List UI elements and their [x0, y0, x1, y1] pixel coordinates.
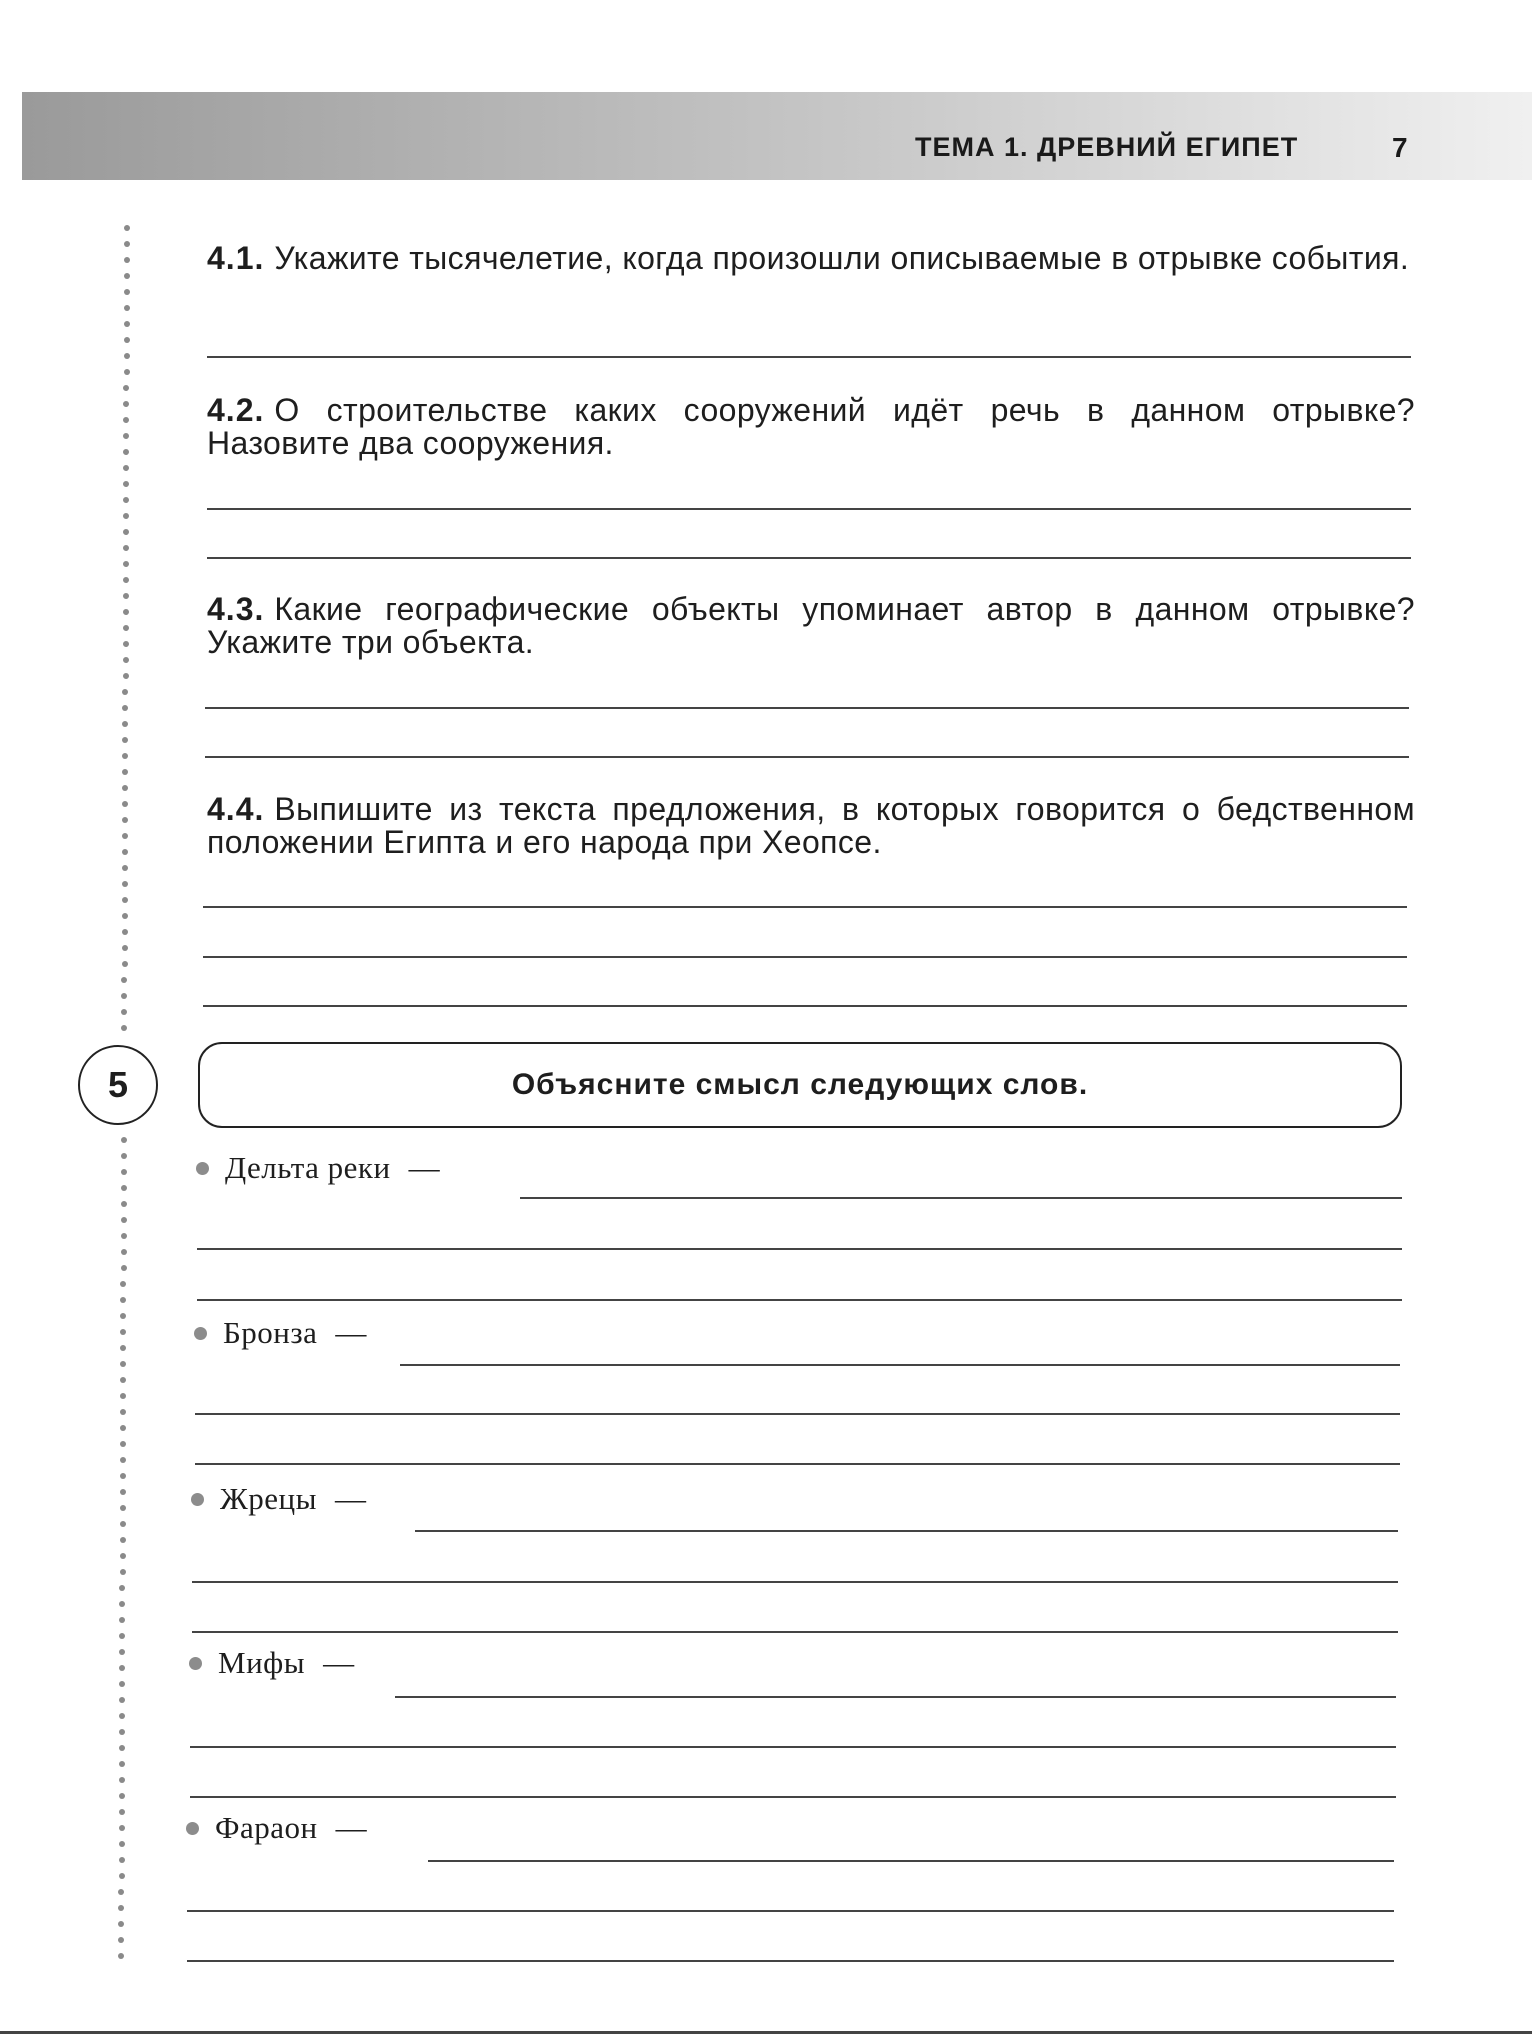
binding-dot: [123, 449, 129, 455]
term-label: Бронза: [223, 1315, 318, 1350]
bullet-icon: [189, 1657, 202, 1670]
term-dash: —: [334, 1481, 366, 1516]
term-label: Фараон: [215, 1810, 318, 1845]
binding-dot: [118, 1953, 124, 1959]
binding-dot: [123, 641, 129, 647]
binding-dot: [123, 417, 129, 423]
answer-line[interactable]: [195, 1463, 1400, 1465]
binding-dot: [124, 337, 130, 343]
answer-line[interactable]: [187, 1960, 1394, 1962]
binding-dot: [119, 1777, 125, 1783]
binding-dot: [120, 1473, 126, 1479]
binding-dot: [119, 1633, 125, 1639]
binding-dot: [120, 1329, 126, 1335]
binding-dot: [122, 769, 128, 775]
binding-dot: [120, 1345, 126, 1351]
term-dash: —: [335, 1315, 367, 1350]
answer-line[interactable]: [203, 1005, 1407, 1007]
binding-dot: [121, 993, 127, 999]
binding-dot: [124, 225, 130, 231]
binding-dot: [120, 1537, 126, 1543]
binding-dot: [122, 961, 128, 967]
binding-dot: [122, 849, 128, 855]
binding-dot: [124, 353, 130, 359]
answer-line[interactable]: [520, 1197, 1402, 1199]
bullet-icon: [194, 1327, 207, 1340]
answer-line[interactable]: [428, 1860, 1394, 1862]
binding-dot: [123, 625, 129, 631]
term-label: Мифы: [218, 1645, 306, 1680]
binding-dot: [120, 1521, 126, 1527]
binding-dot: [124, 273, 130, 279]
binding-dot: [124, 321, 130, 327]
answer-line[interactable]: [207, 508, 1411, 510]
binding-dot: [123, 385, 129, 391]
task-number: 5: [107, 1064, 129, 1105]
binding-dot: [122, 785, 128, 791]
binding-dot: [123, 657, 129, 663]
answer-line[interactable]: [395, 1696, 1396, 1698]
binding-dot: [120, 1313, 126, 1319]
binding-dot: [121, 1153, 127, 1159]
binding-dot: [120, 1553, 126, 1559]
binding-dot: [119, 1745, 125, 1751]
binding-dot: [121, 1217, 127, 1223]
binding-dot: [122, 881, 128, 887]
question-text: О строительстве каких сооружений идёт речь в данном отрывке? Назовите два сооружения.: [207, 392, 1415, 461]
question-4-3: [207, 593, 1415, 659]
binding-dot: [121, 1137, 127, 1143]
binding-dot: [118, 1937, 124, 1943]
binding-dot: [121, 1025, 127, 1031]
term-delta: [196, 1150, 440, 1186]
binding-dot: [123, 609, 129, 615]
answer-line[interactable]: [197, 1299, 1402, 1301]
binding-dot: [123, 561, 129, 567]
binding-dot: [122, 721, 128, 727]
term-label: Жрецы: [220, 1481, 317, 1516]
binding-dot: [119, 1841, 125, 1847]
binding-dot: [121, 1009, 127, 1015]
binding-dot: [121, 977, 127, 983]
answer-line[interactable]: [203, 956, 1407, 958]
binding-dot: [123, 433, 129, 439]
binding-dot: [123, 529, 129, 535]
question-number: 4.2.: [207, 392, 265, 428]
term-dash: —: [323, 1645, 355, 1680]
binding-dot: [122, 865, 128, 871]
binding-dot: [124, 241, 130, 247]
binding-dot: [123, 577, 129, 583]
binding-dot: [119, 1617, 125, 1623]
bullet-icon: [186, 1822, 199, 1835]
question-text: Какие географические объекты упоминает автор в данном отрывке? Укажите три объекта.: [207, 591, 1415, 660]
task-title-box: [198, 1042, 1402, 1128]
binding-dot: [122, 913, 128, 919]
binding-dot: [123, 673, 129, 679]
question-number: 4.3.: [207, 591, 265, 627]
binding-dot: [120, 1297, 126, 1303]
binding-dot: [118, 1921, 124, 1927]
header-band: [22, 92, 1532, 180]
question-4-1: [207, 242, 1415, 275]
page-number: 7: [1392, 132, 1408, 163]
binding-dot: [120, 1281, 126, 1287]
binding-dot: [120, 1425, 126, 1431]
binding-dot: [119, 1665, 125, 1671]
question-number: 4.4.: [207, 791, 265, 827]
term-myths: [189, 1645, 354, 1681]
term-dash: —: [335, 1810, 367, 1845]
answer-line[interactable]: [190, 1746, 1396, 1748]
binding-dot: [120, 1457, 126, 1463]
question-number: 4.1.: [207, 240, 265, 276]
binding-dot: [122, 897, 128, 903]
binding-dot: [118, 1889, 124, 1895]
binding-dot: [120, 1361, 126, 1367]
binding-dot: [122, 833, 128, 839]
binding-dot: [123, 481, 129, 487]
task-number-circle: [78, 1045, 158, 1125]
bullet-icon: [191, 1493, 204, 1506]
binding-dot: [121, 1201, 127, 1207]
binding-dot: [119, 1681, 125, 1687]
binding-dot: [120, 1393, 126, 1399]
answer-line[interactable]: [187, 1910, 1394, 1912]
answer-line[interactable]: [195, 1413, 1400, 1415]
answer-line[interactable]: [190, 1796, 1396, 1798]
term-priests: [191, 1481, 366, 1517]
binding-dot: [120, 1441, 126, 1447]
binding-dot: [123, 593, 129, 599]
binding-dot: [123, 497, 129, 503]
question-text: Укажите тысячелетие, когда произошли описываемые в отрывке события.: [274, 240, 1410, 276]
answer-line[interactable]: [207, 557, 1411, 559]
binding-dot: [120, 1377, 126, 1383]
binding-dot: [121, 1169, 127, 1175]
bullet-icon: [196, 1162, 209, 1175]
term-label: Дельта реки: [225, 1150, 391, 1185]
binding-dot: [119, 1649, 125, 1655]
binding-dot: [121, 1249, 127, 1255]
binding-dot: [119, 1601, 125, 1607]
binding-dot: [120, 1505, 126, 1511]
answer-line[interactable]: [205, 707, 1409, 709]
binding-dot: [119, 1761, 125, 1767]
task-title: Объясните смысл следующих слов.: [511, 1068, 1089, 1101]
binding-dot: [122, 705, 128, 711]
question-4-2: [207, 394, 1415, 460]
binding-dot: [123, 545, 129, 551]
binding-dot: [118, 1905, 124, 1911]
binding-dot: [124, 257, 130, 263]
question-4-4: [207, 793, 1415, 859]
binding-dot: [121, 1185, 127, 1191]
binding-dot: [124, 305, 130, 311]
binding-dot: [119, 1585, 125, 1591]
binding-dot: [122, 929, 128, 935]
binding-dot: [119, 1697, 125, 1703]
binding-dot: [119, 1793, 125, 1799]
binding-dot: [122, 737, 128, 743]
binding-dot: [120, 1569, 126, 1575]
binding-dot: [120, 1489, 126, 1495]
binding-dot: [123, 465, 129, 471]
binding-dot: [122, 801, 128, 807]
binding-dot: [119, 1713, 125, 1719]
binding-dot: [122, 817, 128, 823]
answer-line[interactable]: [205, 756, 1409, 758]
binding-dot: [123, 401, 129, 407]
term-bronze: [194, 1315, 366, 1351]
question-text: Выпишите из текста предложения, в которых говорится о бедственном положении Египта и его народа при Хеопсе.: [207, 791, 1415, 860]
answer-line[interactable]: [415, 1530, 1398, 1532]
binding-dot: [124, 369, 130, 375]
binding-dot: [121, 1265, 127, 1271]
binding-dot: [121, 1233, 127, 1239]
term-pharaoh: [186, 1810, 367, 1846]
binding-dot: [122, 689, 128, 695]
binding-dot: [119, 1809, 125, 1815]
binding-dot: [119, 1825, 125, 1831]
binding-dot: [119, 1729, 125, 1735]
answer-line[interactable]: [192, 1631, 1398, 1633]
answer-line[interactable]: [203, 906, 1407, 908]
answer-line[interactable]: [207, 356, 1411, 358]
answer-line[interactable]: [400, 1364, 1400, 1366]
answer-line[interactable]: [192, 1581, 1398, 1583]
binding-dot: [124, 289, 130, 295]
term-dash: —: [408, 1150, 440, 1185]
answer-line[interactable]: [197, 1248, 1402, 1250]
page-bottom-rule: [0, 2031, 1532, 2034]
binding-dot: [120, 1409, 126, 1415]
binding-dot: [123, 513, 129, 519]
binding-dot: [119, 1857, 125, 1863]
binding-dot: [119, 1873, 125, 1879]
binding-dot: [122, 945, 128, 951]
binding-dot: [122, 753, 128, 759]
page-header-title: ТЕМА 1. ДРЕВНИЙ ЕГИПЕТ: [915, 132, 1299, 162]
